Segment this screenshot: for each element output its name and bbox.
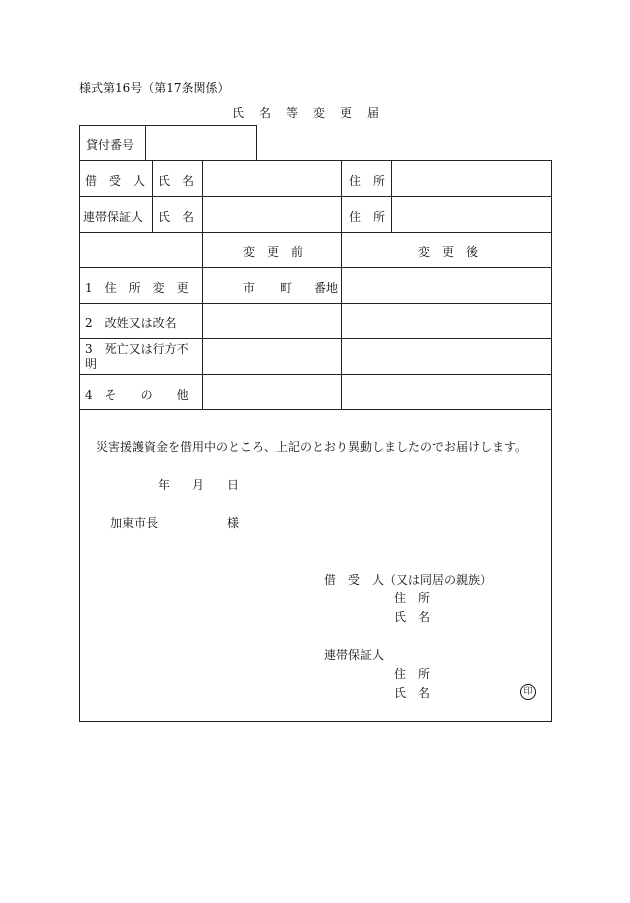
row-3-after-field[interactable]	[343, 340, 550, 372]
borrower-name-field[interactable]	[204, 162, 339, 194]
signer-borrower-address-label: 住 所	[394, 591, 431, 605]
date-day: 日	[227, 478, 240, 492]
borrower-address-label: 住 所	[349, 174, 386, 188]
borrower-label: 借 受 人	[85, 174, 146, 188]
row-4-before-field[interactable]	[204, 376, 339, 408]
col-divider	[391, 160, 392, 232]
col-divider	[202, 160, 203, 410]
col-divider	[152, 160, 153, 232]
signer-guarantor-label: 連帯保証人	[324, 648, 385, 662]
row-4-after-field[interactable]	[343, 376, 550, 408]
row-divider	[79, 232, 552, 233]
row-divider	[79, 303, 552, 304]
seal-icon: 印	[520, 683, 536, 700]
col-divider	[341, 160, 342, 410]
addressee: 加東市長	[110, 516, 159, 530]
declaration-text: 災害援護資金を借用中のところ、上記のとおり異動しましたのでお届けします。	[96, 440, 528, 454]
after-header: 変 更 後	[418, 245, 479, 259]
row-2-after-field[interactable]	[343, 305, 550, 336]
row-divider	[79, 196, 552, 197]
borrower-address-field[interactable]	[393, 162, 550, 194]
row-3-label: 3 死亡又は行方不明	[85, 342, 189, 371]
loan-number-box	[79, 125, 257, 161]
row-3-before-field[interactable]	[204, 340, 339, 372]
row-divider	[79, 338, 552, 339]
row-divider	[79, 267, 552, 268]
loan-number-label: 貸付番号	[86, 138, 135, 152]
declaration-box	[79, 409, 552, 722]
row-4-label: 4 そ の 他	[85, 388, 189, 402]
row-2-label: 2 改姓又は改名	[85, 316, 177, 330]
signer-borrower-name-label: 氏 名	[394, 610, 431, 624]
date-month: 月	[192, 478, 205, 492]
guarantor-name-field[interactable]	[204, 198, 339, 230]
guarantor-name-label: 氏 名	[158, 210, 195, 224]
page-title: 氏名等変更届	[232, 106, 395, 120]
date-year: 年	[158, 478, 171, 492]
signer-guarantor-address-label: 住 所	[394, 667, 431, 681]
before-header: 変 更 前	[243, 245, 304, 259]
signer-borrower-label: 借 受 人（又は同居の親族）	[324, 573, 493, 587]
guarantor-address-label: 住 所	[349, 210, 386, 224]
loan-number-divider	[145, 125, 146, 161]
honorific: 様	[227, 516, 240, 530]
row-1-after-field[interactable]	[343, 269, 550, 301]
before-city: 市	[243, 281, 256, 295]
guarantor-label: 連帯保証人	[83, 210, 144, 224]
row-divider	[79, 374, 552, 375]
borrower-name-label: 氏 名	[158, 174, 195, 188]
before-lot: 番地	[314, 281, 339, 295]
guarantor-address-field[interactable]	[393, 198, 550, 230]
row-1-label: 1 住 所 変 更	[85, 281, 189, 295]
row-2-before-field[interactable]	[204, 305, 339, 336]
before-town: 町	[280, 281, 293, 295]
signer-guarantor-name-label: 氏 名	[394, 686, 431, 700]
form-number: 様式第16号（第17条関係）	[79, 81, 230, 95]
